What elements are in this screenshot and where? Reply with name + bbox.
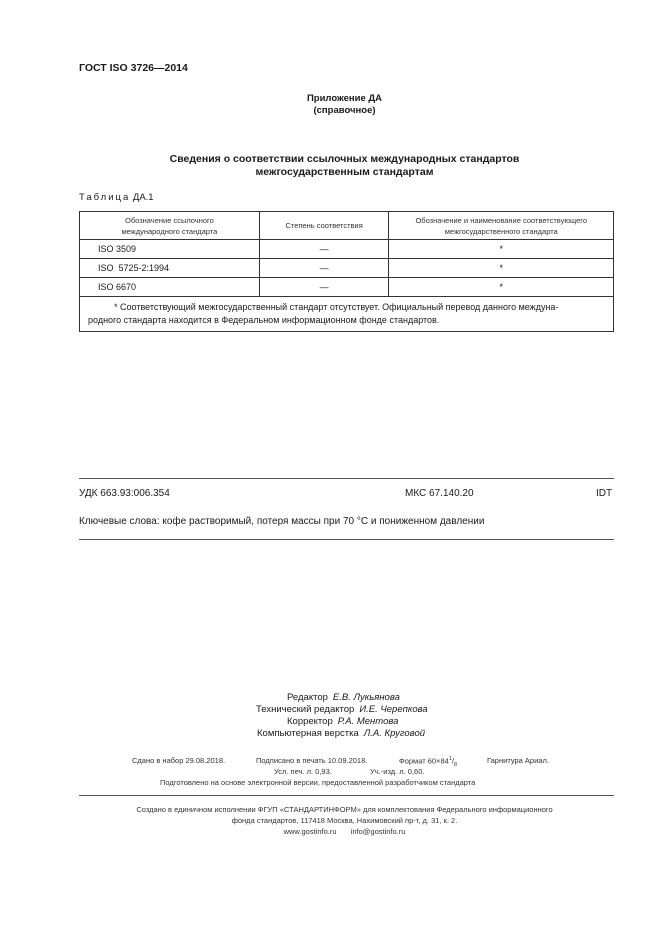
table-label-prefix: Таблица: [79, 192, 131, 203]
table-label-number: ДА.1: [132, 192, 154, 203]
publisher-line-1: Создано в единичном исполнении ФГУП «СТАНДАРТИНФОРМ» для комплектования Федерального информационного: [136, 805, 553, 814]
printed-sheets: Усл. печ. л. 0,93.: [274, 767, 332, 776]
credit-role: Компьютерная верстка: [257, 728, 359, 739]
table-row: [80, 240, 614, 259]
annex-heading-line-2: межгосударственным стандартам: [255, 166, 434, 178]
footnote-line-2: родного стандарта находится в Федеральном информационном фонде стандартов.: [88, 315, 440, 325]
cell-interstate: *: [389, 259, 614, 278]
column-header-interstate-standard: Обозначение и наименование соответствующего межгосударственного стандарта: [389, 212, 614, 240]
format-numerator: 1: [448, 756, 452, 762]
table-footnote: [80, 297, 614, 332]
paper-format: Формат $60\times 84^1/_8$: [399, 756, 458, 768]
keywords: Ключевые слова: кофе растворимый, потеря массы при 70 °С и пониженном давлении: [79, 516, 485, 527]
cell-degree: —: [259, 278, 389, 297]
annex-heading-line-1: Сведения о соответствии ссылочных международных стандартов: [169, 153, 520, 165]
credit-role: Редактор: [287, 692, 328, 703]
table-row: [80, 259, 614, 278]
credit-name: Е.В. Лукьянова: [332, 692, 400, 703]
cell-interstate: *: [389, 278, 614, 297]
footnote-line-1: * Соответствующий межгосударственный стандарт отсутствует. Официальный перевод данного междуна-: [114, 302, 559, 312]
credit-row: [257, 728, 425, 739]
table-row: [80, 278, 614, 297]
website-link[interactable]: www.gostinfo.ru: [283, 827, 337, 836]
column-header-degree: Степень соответствия: [259, 212, 389, 240]
cell-standard: ISO 3509: [80, 240, 260, 259]
email-link[interactable]: info@gostinfo.ru: [350, 827, 406, 836]
table-header-row: [80, 212, 614, 240]
typeface: Гарнитура Ариал.: [487, 756, 549, 765]
publisher-contacts: [0, 827, 661, 836]
publisher-line-2: фонда стандартов, 117418 Москва, Нахимовский пр-т, д. 31, к. 2.: [231, 816, 458, 825]
annex-title: Приложение ДА: [306, 93, 383, 104]
sent-to-print: Сдано в набор 29.08.2018.: [132, 756, 226, 765]
udk-code: УДК 663.93:006.354: [79, 488, 170, 499]
credit-row: [256, 704, 428, 715]
table-label: [79, 192, 154, 203]
divider: [79, 795, 614, 796]
table-footnote-row: [80, 297, 614, 332]
credit-role: Корректор: [287, 716, 333, 727]
format-text: Формат 60×84: [399, 756, 449, 766]
divider: [79, 539, 614, 540]
cell-standard: ISO 5725-2:1994: [80, 259, 260, 278]
cell-degree: —: [259, 259, 389, 278]
credit-name: И.Е. Черепкова: [359, 704, 428, 715]
credit-row: [287, 716, 398, 727]
cell-standard: ISO 6670: [80, 278, 260, 297]
signed-for-print: Подписано в печать 10.09.2018.: [256, 756, 368, 765]
credit-row: [287, 692, 400, 703]
mks-code: МКС 67.140.20: [405, 488, 474, 499]
annex-subtitle: (справочное): [313, 105, 376, 116]
reference-standards-table: [79, 211, 614, 332]
edition-sheets: Уч.-изд. л. 0,60.: [370, 767, 425, 776]
document-id: ГОСТ ISO 3726—2014: [79, 62, 188, 74]
cell-interstate: *: [389, 240, 614, 259]
format-denominator: 8: [453, 762, 458, 768]
credit-name: Р.А. Ментова: [337, 716, 399, 727]
column-header-reference-standard: Обозначение ссылочного международного стандарта: [80, 212, 260, 240]
cell-degree: —: [259, 240, 389, 259]
prepared-note: Подготовлено на основе электронной версии, предоставленной разработчиком стандарта: [160, 778, 476, 787]
credit-name: Л.А. Круговой: [363, 728, 426, 739]
divider: [79, 478, 614, 479]
idt-mark: IDT: [596, 488, 613, 499]
credit-role: Технический редактор: [256, 704, 355, 715]
